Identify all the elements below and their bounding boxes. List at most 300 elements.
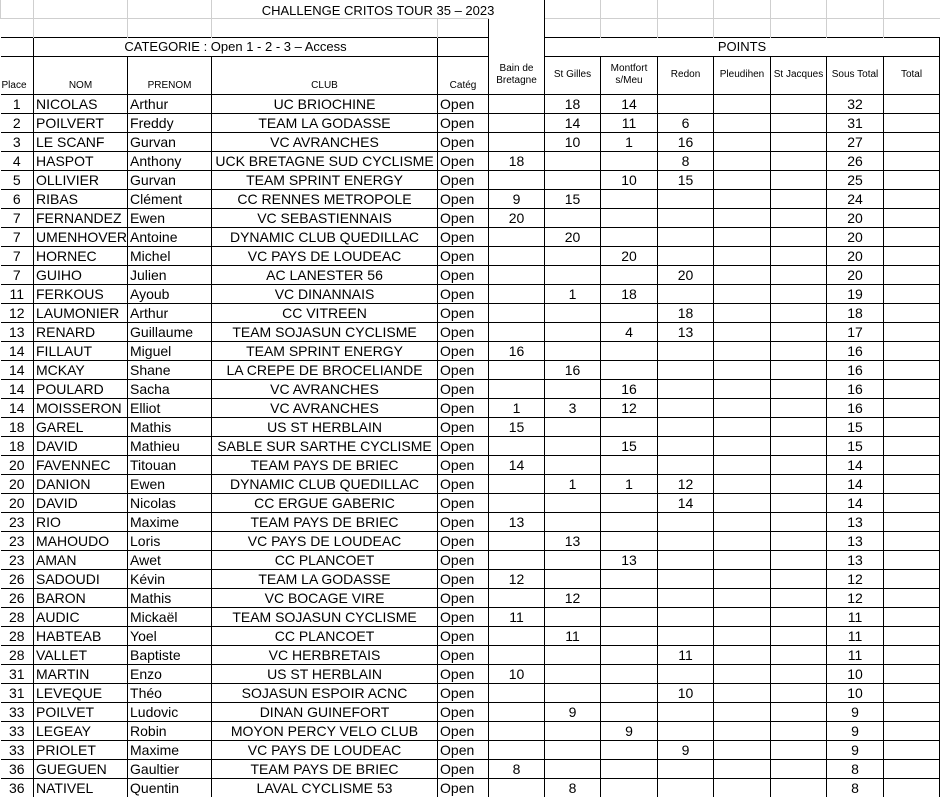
prenom-cell: Elliot bbox=[128, 398, 212, 417]
montfort-cell: 11 bbox=[601, 113, 658, 132]
st-gilles-cell bbox=[545, 379, 601, 398]
st-gilles-cell bbox=[545, 208, 601, 227]
table-row bbox=[1, 208, 940, 227]
table-row bbox=[1, 398, 940, 417]
prenom-cell: Gaultier bbox=[128, 759, 212, 778]
st-jacques-cell bbox=[771, 569, 827, 588]
categ-cell: Open bbox=[438, 626, 489, 645]
sous-total-cell: 14 bbox=[827, 455, 884, 474]
categ-cell: Open bbox=[438, 474, 489, 493]
bain-de-bretagne-cell: 8 bbox=[489, 759, 545, 778]
st-jacques-cell bbox=[771, 417, 827, 436]
club-cell: DYNAMIC CLUB QUEDILLAC bbox=[212, 474, 438, 493]
redon-cell bbox=[658, 227, 714, 246]
bain-de-bretagne-cell: 10 bbox=[489, 664, 545, 683]
club-cell: CC ERGUE GABERIC bbox=[212, 493, 438, 512]
redon-cell bbox=[658, 550, 714, 569]
bain-de-bretagne-cell bbox=[489, 626, 545, 645]
sous-total-cell: 18 bbox=[827, 303, 884, 322]
st-gilles-cell bbox=[545, 265, 601, 284]
total-cell bbox=[884, 360, 940, 379]
montfort-cell: 16 bbox=[601, 379, 658, 398]
table-row bbox=[1, 341, 940, 360]
table-row bbox=[1, 417, 940, 436]
bain-de-bretagne-cell bbox=[489, 303, 545, 322]
sous-total-cell: 16 bbox=[827, 360, 884, 379]
sous-total-cell: 26 bbox=[827, 151, 884, 170]
sous-total-cell: 9 bbox=[827, 702, 884, 721]
sous-total-cell: 9 bbox=[827, 740, 884, 759]
prenom-cell: Gurvan bbox=[128, 132, 212, 151]
pleudihen-cell bbox=[714, 170, 771, 189]
st-jacques-cell bbox=[771, 683, 827, 702]
header-place: Place bbox=[1, 56, 34, 94]
st-jacques-cell bbox=[771, 607, 827, 626]
prenom-cell: Antoine bbox=[128, 227, 212, 246]
categ-cell: Open bbox=[438, 664, 489, 683]
sous-total-cell: 10 bbox=[827, 664, 884, 683]
prenom-cell: Miguel bbox=[128, 341, 212, 360]
sous-total-cell: 16 bbox=[827, 341, 884, 360]
categ-cell: Open bbox=[438, 759, 489, 778]
bain-de-bretagne-cell bbox=[489, 436, 545, 455]
montfort-cell: 15 bbox=[601, 436, 658, 455]
bain-de-bretagne-cell bbox=[489, 740, 545, 759]
nom-cell: NICOLAS bbox=[34, 94, 128, 113]
bain-de-bretagne-cell bbox=[489, 588, 545, 607]
pleudihen-cell bbox=[714, 303, 771, 322]
total-cell bbox=[884, 512, 940, 531]
pleudihen-cell bbox=[714, 455, 771, 474]
categ-cell: Open bbox=[438, 398, 489, 417]
place-cell: 5 bbox=[1, 170, 34, 189]
st-jacques-cell bbox=[771, 208, 827, 227]
st-gilles-cell: 11 bbox=[545, 626, 601, 645]
st-gilles-cell: 12 bbox=[545, 588, 601, 607]
pleudihen-cell bbox=[714, 322, 771, 341]
pleudihen-cell bbox=[714, 588, 771, 607]
montfort-cell bbox=[601, 683, 658, 702]
total-cell bbox=[884, 341, 940, 360]
pleudihen-cell bbox=[714, 778, 771, 797]
redon-cell bbox=[658, 664, 714, 683]
pleudihen-cell bbox=[714, 759, 771, 778]
st-gilles-cell: 8 bbox=[545, 778, 601, 797]
pleudihen-cell bbox=[714, 227, 771, 246]
total-cell bbox=[884, 531, 940, 550]
place-cell: 6 bbox=[1, 189, 34, 208]
table-row bbox=[1, 227, 940, 246]
pleudihen-cell bbox=[714, 265, 771, 284]
pleudihen-cell bbox=[714, 702, 771, 721]
categ-cell: Open bbox=[438, 113, 489, 132]
table-row bbox=[1, 531, 940, 550]
category-label: CATEGORIE : Open 1 - 2 - 3 – Access bbox=[34, 37, 438, 56]
sous-total-cell: 9 bbox=[827, 721, 884, 740]
place-cell: 33 bbox=[1, 702, 34, 721]
redon-cell: 18 bbox=[658, 303, 714, 322]
sous-total-cell: 19 bbox=[827, 284, 884, 303]
redon-cell: 13 bbox=[658, 322, 714, 341]
montfort-cell bbox=[601, 702, 658, 721]
prenom-cell: Michel bbox=[128, 246, 212, 265]
pleudihen-cell bbox=[714, 626, 771, 645]
total-cell bbox=[884, 170, 940, 189]
montfort-cell bbox=[601, 588, 658, 607]
st-gilles-cell bbox=[545, 303, 601, 322]
prenom-cell: Enzo bbox=[128, 664, 212, 683]
pleudihen-cell bbox=[714, 721, 771, 740]
club-cell: UC BRIOCHINE bbox=[212, 94, 438, 113]
categ-cell: Open bbox=[438, 493, 489, 512]
st-jacques-cell bbox=[771, 303, 827, 322]
total-cell bbox=[884, 265, 940, 284]
nom-cell: HABTEAB bbox=[34, 626, 128, 645]
place-cell: 11 bbox=[1, 284, 34, 303]
redon-cell: 16 bbox=[658, 132, 714, 151]
pleudihen-cell bbox=[714, 683, 771, 702]
nom-cell: RIBAS bbox=[34, 189, 128, 208]
nom-cell: FAVENNEC bbox=[34, 455, 128, 474]
st-jacques-cell bbox=[771, 398, 827, 417]
club-cell: SOJASUN ESPOIR ACNC bbox=[212, 683, 438, 702]
st-jacques-cell bbox=[771, 246, 827, 265]
club-cell: LA CREPE DE BROCELIANDE bbox=[212, 360, 438, 379]
nom-cell: RIO bbox=[34, 512, 128, 531]
table-row bbox=[1, 550, 940, 569]
pleudihen-cell bbox=[714, 284, 771, 303]
club-cell: US ST HERBLAIN bbox=[212, 664, 438, 683]
prenom-cell: Clément bbox=[128, 189, 212, 208]
prenom-cell: Mathis bbox=[128, 588, 212, 607]
club-cell: VC BOCAGE VIRE bbox=[212, 588, 438, 607]
sous-total-cell: 25 bbox=[827, 170, 884, 189]
sous-total-cell: 11 bbox=[827, 626, 884, 645]
table-row bbox=[1, 436, 940, 455]
nom-cell: LAUMONIER bbox=[34, 303, 128, 322]
place-cell: 20 bbox=[1, 455, 34, 474]
bain-de-bretagne-cell bbox=[489, 493, 545, 512]
st-gilles-cell: 1 bbox=[545, 474, 601, 493]
st-jacques-cell bbox=[771, 702, 827, 721]
montfort-cell: 4 bbox=[601, 322, 658, 341]
bain-de-bretagne-cell bbox=[489, 683, 545, 702]
montfort-cell: 20 bbox=[601, 246, 658, 265]
pleudihen-cell bbox=[714, 474, 771, 493]
nom-cell: VALLET bbox=[34, 645, 128, 664]
place-cell: 7 bbox=[1, 227, 34, 246]
categ-cell: Open bbox=[438, 246, 489, 265]
pleudihen-cell bbox=[714, 341, 771, 360]
redon-cell bbox=[658, 607, 714, 626]
header-club: CLUB bbox=[212, 56, 438, 94]
redon-cell bbox=[658, 246, 714, 265]
table-row bbox=[1, 170, 940, 189]
nom-cell: NATIVEL bbox=[34, 778, 128, 797]
club-cell: CC VITREEN bbox=[212, 303, 438, 322]
redon-cell bbox=[658, 531, 714, 550]
total-cell bbox=[884, 626, 940, 645]
st-jacques-cell bbox=[771, 512, 827, 531]
redon-cell bbox=[658, 721, 714, 740]
table-row bbox=[1, 664, 940, 683]
pleudihen-cell bbox=[714, 132, 771, 151]
total-cell bbox=[884, 474, 940, 493]
bain-de-bretagne-cell: 11 bbox=[489, 607, 545, 626]
total-cell bbox=[884, 683, 940, 702]
pleudihen-cell bbox=[714, 569, 771, 588]
nom-cell: FERNANDEZ bbox=[34, 208, 128, 227]
st-jacques-cell bbox=[771, 436, 827, 455]
prenom-cell: Freddy bbox=[128, 113, 212, 132]
total-cell bbox=[884, 189, 940, 208]
st-gilles-cell bbox=[545, 170, 601, 189]
club-cell: LAVAL CYCLISME 53 bbox=[212, 778, 438, 797]
bain-de-bretagne-cell bbox=[489, 360, 545, 379]
montfort-cell bbox=[601, 455, 658, 474]
sous-total-cell: 24 bbox=[827, 189, 884, 208]
montfort-cell bbox=[601, 512, 658, 531]
nom-cell: AUDIC bbox=[34, 607, 128, 626]
header-montfort: Montfort s/Meu bbox=[601, 56, 658, 94]
bain-de-bretagne-cell bbox=[489, 265, 545, 284]
bain-de-bretagne-cell: 9 bbox=[489, 189, 545, 208]
nom-cell: DAVID bbox=[34, 436, 128, 455]
club-cell: DYNAMIC CLUB QUEDILLAC bbox=[212, 227, 438, 246]
categ-cell: Open bbox=[438, 379, 489, 398]
total-cell bbox=[884, 246, 940, 265]
club-cell: AC LANESTER 56 bbox=[212, 265, 438, 284]
montfort-cell bbox=[601, 740, 658, 759]
bain-de-bretagne-cell bbox=[489, 227, 545, 246]
redon-cell: 20 bbox=[658, 265, 714, 284]
st-jacques-cell bbox=[771, 626, 827, 645]
prenom-cell: Baptiste bbox=[128, 645, 212, 664]
categ-cell: Open bbox=[438, 607, 489, 626]
bain-de-bretagne-cell: 14 bbox=[489, 455, 545, 474]
categ-cell: Open bbox=[438, 721, 489, 740]
prenom-cell: Sacha bbox=[128, 379, 212, 398]
prenom-cell: Maxime bbox=[128, 512, 212, 531]
st-jacques-cell bbox=[771, 151, 827, 170]
place-cell: 23 bbox=[1, 531, 34, 550]
club-cell: DINAN GUINEFORT bbox=[212, 702, 438, 721]
nom-cell: DANION bbox=[34, 474, 128, 493]
bain-de-bretagne-cell bbox=[489, 113, 545, 132]
table-row bbox=[1, 246, 940, 265]
prenom-cell: Ewen bbox=[128, 474, 212, 493]
total-cell bbox=[884, 132, 940, 151]
sheet-title: CHALLENGE CRITOS TOUR 35 – 2023 bbox=[212, 0, 545, 18]
place-cell: 36 bbox=[1, 778, 34, 797]
st-jacques-cell bbox=[771, 493, 827, 512]
categ-cell: Open bbox=[438, 284, 489, 303]
montfort-cell: 1 bbox=[601, 474, 658, 493]
redon-cell bbox=[658, 512, 714, 531]
categ-cell: Open bbox=[438, 132, 489, 151]
redon-cell: 6 bbox=[658, 113, 714, 132]
bain-de-bretagne-cell bbox=[489, 132, 545, 151]
table-row bbox=[1, 759, 940, 778]
club-cell: TEAM SOJASUN CYCLISME bbox=[212, 607, 438, 626]
sous-total-cell: 27 bbox=[827, 132, 884, 151]
montfort-cell: 18 bbox=[601, 284, 658, 303]
categ-cell: Open bbox=[438, 417, 489, 436]
st-gilles-cell: 20 bbox=[545, 227, 601, 246]
nom-cell: SADOUDI bbox=[34, 569, 128, 588]
montfort-cell bbox=[601, 265, 658, 284]
total-cell bbox=[884, 379, 940, 398]
redon-cell bbox=[658, 189, 714, 208]
montfort-cell bbox=[601, 778, 658, 797]
categ-cell: Open bbox=[438, 588, 489, 607]
club-cell: VC DINANNAIS bbox=[212, 284, 438, 303]
redon-cell bbox=[658, 341, 714, 360]
place-cell: 31 bbox=[1, 664, 34, 683]
st-jacques-cell bbox=[771, 740, 827, 759]
bain-de-bretagne-cell bbox=[489, 474, 545, 493]
prenom-cell: Guillaume bbox=[128, 322, 212, 341]
st-gilles-cell bbox=[545, 151, 601, 170]
total-cell bbox=[884, 569, 940, 588]
nom-cell: UMENHOVER bbox=[34, 227, 128, 246]
st-gilles-cell: 14 bbox=[545, 113, 601, 132]
montfort-cell bbox=[601, 664, 658, 683]
st-jacques-cell bbox=[771, 379, 827, 398]
redon-cell bbox=[658, 702, 714, 721]
categ-cell: Open bbox=[438, 94, 489, 113]
bain-de-bretagne-cell bbox=[489, 721, 545, 740]
bain-de-bretagne-cell bbox=[489, 94, 545, 113]
place-cell: 3 bbox=[1, 132, 34, 151]
st-gilles-cell bbox=[545, 341, 601, 360]
categ-cell: Open bbox=[438, 531, 489, 550]
place-cell: 12 bbox=[1, 303, 34, 322]
st-gilles-cell bbox=[545, 664, 601, 683]
table-row bbox=[1, 113, 940, 132]
redon-cell bbox=[658, 360, 714, 379]
redon-cell bbox=[658, 208, 714, 227]
prenom-cell: Arthur bbox=[128, 303, 212, 322]
st-jacques-cell bbox=[771, 588, 827, 607]
bain-de-bretagne-cell bbox=[489, 550, 545, 569]
bain-de-bretagne-cell: 18 bbox=[489, 151, 545, 170]
prenom-cell: Kévin bbox=[128, 569, 212, 588]
header-st-jacques: St Jacques bbox=[771, 56, 827, 94]
st-jacques-cell bbox=[771, 322, 827, 341]
total-cell bbox=[884, 284, 940, 303]
categ-cell: Open bbox=[438, 151, 489, 170]
prenom-cell: Robin bbox=[128, 721, 212, 740]
place-cell: 31 bbox=[1, 683, 34, 702]
redon-cell: 15 bbox=[658, 170, 714, 189]
redon-cell bbox=[658, 626, 714, 645]
redon-cell bbox=[658, 588, 714, 607]
st-gilles-cell: 18 bbox=[545, 94, 601, 113]
st-gilles-cell bbox=[545, 417, 601, 436]
montfort-cell: 12 bbox=[601, 398, 658, 417]
total-cell bbox=[884, 664, 940, 683]
sous-total-cell: 12 bbox=[827, 588, 884, 607]
categ-cell: Open bbox=[438, 189, 489, 208]
header-nom: NOM bbox=[34, 56, 128, 94]
st-gilles-cell bbox=[545, 246, 601, 265]
place-cell: 4 bbox=[1, 151, 34, 170]
sous-total-cell: 13 bbox=[827, 531, 884, 550]
header-prenom: PRENOM bbox=[128, 56, 212, 94]
redon-cell bbox=[658, 759, 714, 778]
st-jacques-cell bbox=[771, 113, 827, 132]
redon-cell: 10 bbox=[658, 683, 714, 702]
prenom-cell: Ayoub bbox=[128, 284, 212, 303]
montfort-cell bbox=[601, 151, 658, 170]
bain-de-bretagne-cell bbox=[489, 246, 545, 265]
redon-cell: 12 bbox=[658, 474, 714, 493]
st-jacques-cell bbox=[771, 132, 827, 151]
st-gilles-cell bbox=[545, 645, 601, 664]
points-header: POINTS bbox=[545, 37, 940, 56]
categ-cell: Open bbox=[438, 512, 489, 531]
nom-cell: DAVID bbox=[34, 493, 128, 512]
nom-cell: GUEGUEN bbox=[34, 759, 128, 778]
bain-de-bretagne-cell: 20 bbox=[489, 208, 545, 227]
redon-cell bbox=[658, 436, 714, 455]
club-cell: VC AVRANCHES bbox=[212, 132, 438, 151]
club-cell: TEAM PAYS DE BRIEC bbox=[212, 512, 438, 531]
club-cell: VC AVRANCHES bbox=[212, 398, 438, 417]
st-gilles-cell bbox=[545, 322, 601, 341]
bain-de-bretagne-cell bbox=[489, 531, 545, 550]
st-gilles-cell bbox=[545, 683, 601, 702]
club-cell: US ST HERBLAIN bbox=[212, 417, 438, 436]
nom-cell: HORNEC bbox=[34, 246, 128, 265]
table-row bbox=[1, 360, 940, 379]
bain-de-bretagne-cell: 16 bbox=[489, 341, 545, 360]
st-gilles-cell bbox=[545, 740, 601, 759]
bain-de-bretagne-cell bbox=[489, 322, 545, 341]
club-cell: VC SEBASTIENNAIS bbox=[212, 208, 438, 227]
pleudihen-cell bbox=[714, 113, 771, 132]
table-row bbox=[1, 132, 940, 151]
bain-de-bretagne-cell bbox=[489, 284, 545, 303]
table-row bbox=[1, 645, 940, 664]
st-gilles-cell: 10 bbox=[545, 132, 601, 151]
montfort-cell bbox=[601, 759, 658, 778]
sous-total-cell: 12 bbox=[827, 569, 884, 588]
bain-de-bretagne-cell bbox=[489, 170, 545, 189]
nom-cell: MOISSERON bbox=[34, 398, 128, 417]
pleudihen-cell bbox=[714, 607, 771, 626]
pleudihen-cell bbox=[714, 360, 771, 379]
montfort-cell bbox=[601, 417, 658, 436]
club-cell: CC PLANCOET bbox=[212, 626, 438, 645]
club-cell: TEAM PAYS DE BRIEC bbox=[212, 455, 438, 474]
place-cell: 14 bbox=[1, 398, 34, 417]
place-cell: 14 bbox=[1, 341, 34, 360]
nom-cell: MAHOUDO bbox=[34, 531, 128, 550]
st-gilles-cell bbox=[545, 512, 601, 531]
prenom-cell: Ewen bbox=[128, 208, 212, 227]
redon-cell: 14 bbox=[658, 493, 714, 512]
pleudihen-cell bbox=[714, 664, 771, 683]
table-row bbox=[1, 626, 940, 645]
redon-cell bbox=[658, 569, 714, 588]
st-gilles-cell: 16 bbox=[545, 360, 601, 379]
bain-de-bretagne-cell: 13 bbox=[489, 512, 545, 531]
montfort-cell bbox=[601, 341, 658, 360]
montfort-cell bbox=[601, 227, 658, 246]
place-cell: 14 bbox=[1, 360, 34, 379]
